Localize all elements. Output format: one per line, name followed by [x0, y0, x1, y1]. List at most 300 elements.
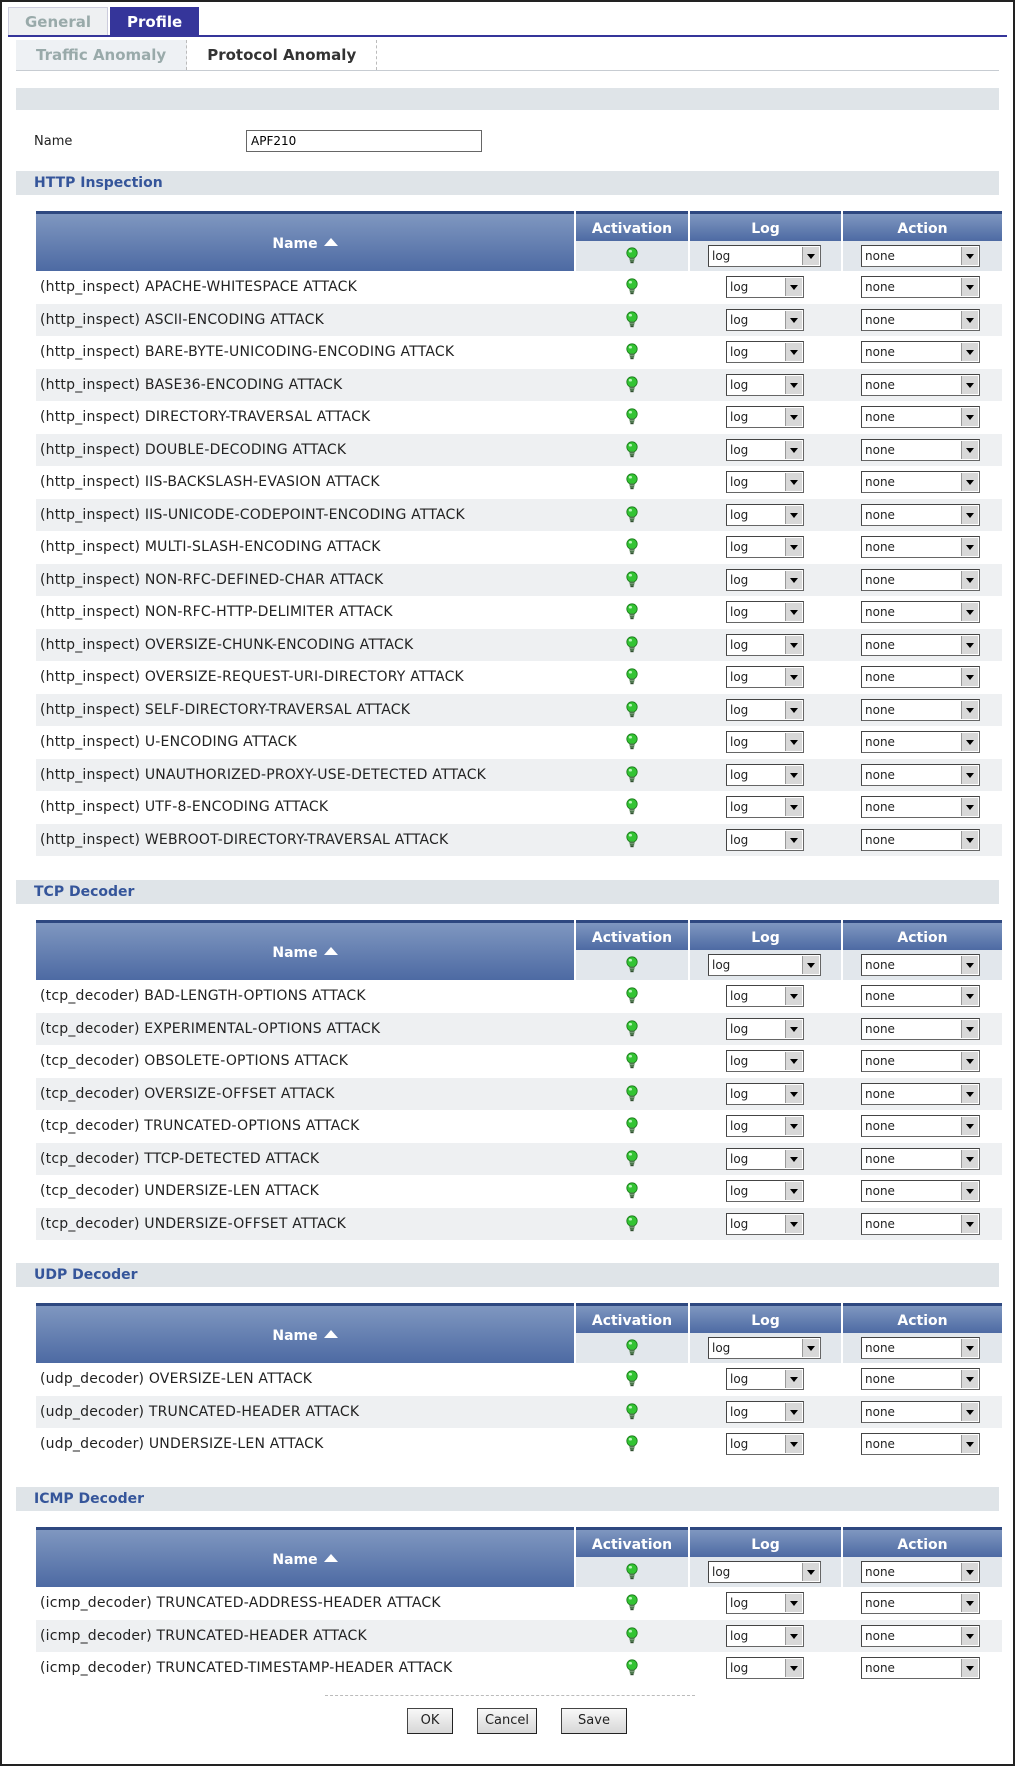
- log-select[interactable]: [726, 1592, 804, 1614]
- chevron-down-icon: [961, 1182, 978, 1200]
- chevron-down-icon: [961, 701, 978, 719]
- chevron-down-icon: [961, 247, 978, 265]
- log-select[interactable]: [726, 1657, 804, 1679]
- lightbulb-icon[interactable]: [626, 766, 638, 784]
- lightbulb-icon[interactable]: [626, 473, 638, 491]
- lightbulb-icon[interactable]: [626, 603, 638, 621]
- log-column-header: Log: [690, 920, 841, 950]
- action-select-value: none: [865, 1087, 895, 1101]
- rules-table: [36, 1303, 1002, 1461]
- log-column-header: Log: [690, 1303, 841, 1333]
- lightbulb-icon[interactable]: [626, 1627, 638, 1645]
- chevron-down-icon: [785, 798, 802, 816]
- chevron-down-icon: [785, 636, 802, 654]
- log-select-value: log: [730, 1661, 749, 1675]
- chevron-down-icon: [961, 538, 978, 556]
- chevron-down-icon: [785, 701, 802, 719]
- name-column-header[interactable]: [36, 1527, 574, 1587]
- log-select-value: log: [730, 1629, 749, 1643]
- lightbulb-icon[interactable]: [626, 408, 638, 426]
- table-row: [36, 726, 1002, 758]
- log-all-select[interactable]: [708, 954, 821, 976]
- lightbulb-icon[interactable]: [626, 1150, 638, 1168]
- chevron-down-icon: [961, 1117, 978, 1135]
- lightbulb-icon[interactable]: [626, 506, 638, 524]
- action-select-value: none: [865, 670, 895, 684]
- action-select[interactable]: [861, 1083, 980, 1105]
- action-select[interactable]: [861, 569, 980, 591]
- action-select-value: none: [865, 768, 895, 782]
- action-select-value: none: [865, 735, 895, 749]
- lightbulb-icon[interactable]: [626, 247, 638, 265]
- chevron-down-icon: [802, 247, 819, 265]
- rule-name: (http_inspect) BARE-BYTE-UNICODING-ENCODING ATTACK: [40, 344, 455, 360]
- lightbulb-icon[interactable]: [626, 1594, 638, 1612]
- action-all-select[interactable]: [861, 954, 980, 976]
- log-select[interactable]: [726, 374, 804, 396]
- action-select[interactable]: [861, 504, 980, 526]
- action-select-value: none: [865, 1119, 895, 1133]
- table-row: [36, 1587, 1002, 1619]
- action-select-value: none: [865, 410, 895, 424]
- log-select-value: log: [730, 670, 749, 684]
- action-select[interactable]: [861, 471, 980, 493]
- chevron-down-icon: [785, 1182, 802, 1200]
- table-row: [36, 401, 1002, 433]
- name-input[interactable]: [246, 130, 482, 152]
- name-column-header[interactable]: [36, 920, 574, 980]
- chevron-down-icon: [785, 1594, 802, 1612]
- action-select[interactable]: [861, 1018, 980, 1040]
- table-row: [36, 1045, 1002, 1077]
- action-select-value: none: [865, 1217, 895, 1231]
- chevron-down-icon: [961, 408, 978, 426]
- action-select[interactable]: [861, 439, 980, 461]
- log-select[interactable]: [726, 634, 804, 656]
- lightbulb-icon[interactable]: [626, 733, 638, 751]
- action-select[interactable]: [861, 731, 980, 753]
- action-select[interactable]: [861, 374, 980, 396]
- log-select-value: log: [730, 1405, 749, 1419]
- log-select[interactable]: [726, 666, 804, 688]
- chevron-down-icon: [961, 506, 978, 524]
- rule-name: (http_inspect) NON-RFC-DEFINED-CHAR ATTACK: [40, 572, 384, 588]
- rule-name: (http_inspect) DIRECTORY-TRAVERSAL ATTACK: [40, 409, 371, 425]
- action-select[interactable]: [861, 406, 980, 428]
- table-row: [36, 1078, 1002, 1110]
- table-row: [36, 980, 1002, 1012]
- log-select[interactable]: [726, 504, 804, 526]
- chevron-down-icon: [961, 636, 978, 654]
- table-row: [36, 596, 1002, 628]
- lightbulb-icon[interactable]: [626, 1182, 638, 1200]
- log-select-value: log: [730, 573, 749, 587]
- action-select-value: none: [865, 1596, 895, 1610]
- lightbulb-icon[interactable]: [626, 798, 638, 816]
- action-all-select-value: none: [865, 249, 895, 263]
- lightbulb-icon[interactable]: [626, 571, 638, 589]
- action-select-value: none: [865, 475, 895, 489]
- log-select[interactable]: [726, 1368, 804, 1390]
- chevron-down-icon: [961, 1659, 978, 1677]
- action-select-value: none: [865, 313, 895, 327]
- rule-name: (tcp_decoder) BAD-LENGTH-OPTIONS ATTACK: [40, 988, 366, 1004]
- log-select-value: log: [730, 1217, 749, 1231]
- action-select[interactable]: [861, 634, 980, 656]
- table-row: [36, 564, 1002, 596]
- log-select-value: log: [730, 1372, 749, 1386]
- log-select[interactable]: [726, 276, 804, 298]
- chevron-down-icon: [961, 831, 978, 849]
- table-row: [36, 1620, 1002, 1652]
- chevron-down-icon: [785, 733, 802, 751]
- rule-name: (tcp_decoder) OBSOLETE-OPTIONS ATTACK: [40, 1053, 349, 1069]
- action-select[interactable]: [861, 1592, 980, 1614]
- action-select-value: none: [865, 1437, 895, 1451]
- lightbulb-icon[interactable]: [626, 1659, 638, 1677]
- chevron-down-icon: [785, 1117, 802, 1135]
- action-column-header: Action: [843, 1303, 1002, 1333]
- chevron-down-icon: [961, 1020, 978, 1038]
- log-all-select[interactable]: [708, 1337, 821, 1359]
- log-select[interactable]: [726, 341, 804, 363]
- log-header-cell: [690, 950, 841, 980]
- save-button[interactable]: Save: [561, 1708, 627, 1734]
- log-all-select[interactable]: [708, 1561, 821, 1583]
- table-row: [36, 1110, 1002, 1142]
- table-header: [36, 211, 1002, 271]
- log-select-value: log: [730, 989, 749, 1003]
- table-row: [36, 759, 1002, 791]
- sort-ascending-icon: [324, 1554, 338, 1562]
- activation-header-cell: [576, 1333, 688, 1363]
- chevron-down-icon: [961, 343, 978, 361]
- button-bar-divider: [325, 1695, 695, 1696]
- action-select[interactable]: [861, 699, 980, 721]
- log-select[interactable]: [726, 1180, 804, 1202]
- name-column-header[interactable]: [36, 1303, 574, 1363]
- lightbulb-icon[interactable]: [626, 987, 638, 1005]
- table-row: [36, 336, 1002, 368]
- chevron-down-icon: [961, 1215, 978, 1233]
- table-row: [36, 694, 1002, 726]
- action-select[interactable]: [861, 536, 980, 558]
- lightbulb-icon[interactable]: [626, 538, 638, 556]
- log-select[interactable]: [726, 829, 804, 851]
- lightbulb-icon[interactable]: [626, 668, 638, 686]
- chevron-down-icon: [961, 668, 978, 686]
- action-select-value: none: [865, 443, 895, 457]
- action-all-select-value: none: [865, 1341, 895, 1355]
- action-select[interactable]: [861, 276, 980, 298]
- chevron-down-icon: [785, 376, 802, 394]
- action-all-select[interactable]: [861, 245, 980, 267]
- table-row: [36, 271, 1002, 303]
- table-row: [36, 629, 1002, 661]
- lightbulb-icon[interactable]: [626, 1052, 638, 1070]
- chevron-down-icon: [961, 956, 978, 974]
- rule-name: (tcp_decoder) UNDERSIZE-OFFSET ATTACK: [40, 1216, 346, 1232]
- log-select[interactable]: [726, 1050, 804, 1072]
- lightbulb-icon[interactable]: [626, 441, 638, 459]
- action-select[interactable]: [861, 1625, 980, 1647]
- chevron-down-icon: [961, 733, 978, 751]
- log-header-cell: [690, 1333, 841, 1363]
- log-all-select-value: log: [712, 1341, 731, 1355]
- lightbulb-icon[interactable]: [626, 1435, 638, 1453]
- chevron-down-icon: [961, 1563, 978, 1581]
- log-select-value: log: [730, 638, 749, 652]
- log-select-value: log: [730, 475, 749, 489]
- action-select[interactable]: [861, 1115, 980, 1137]
- action-select[interactable]: [861, 1180, 980, 1202]
- lightbulb-icon[interactable]: [626, 1563, 638, 1581]
- log-column-header: Log: [690, 1527, 841, 1557]
- lightbulb-icon[interactable]: [626, 1020, 638, 1038]
- action-select-value: none: [865, 1022, 895, 1036]
- activation-column-header: Activation: [576, 1303, 688, 1333]
- rule-name: (http_inspect) UTF-8-ENCODING ATTACK: [40, 799, 329, 815]
- rule-name: (http_inspect) NON-RFC-HTTP-DELIMITER ATTACK: [40, 604, 393, 620]
- action-select-value: none: [865, 573, 895, 587]
- chevron-down-icon: [785, 1150, 802, 1168]
- tab-traffic-anomaly[interactable]: Traffic Anomaly: [16, 40, 187, 70]
- action-header-cell: [843, 950, 1002, 980]
- action-select-value: none: [865, 508, 895, 522]
- action-all-select-value: none: [865, 958, 895, 972]
- table-row: [36, 1396, 1002, 1428]
- table-header: [36, 1303, 1002, 1363]
- log-select-value: log: [730, 1119, 749, 1133]
- rule-name: (tcp_decoder) TTCP-DETECTED ATTACK: [40, 1151, 320, 1167]
- section-header: HTTP Inspection: [16, 171, 999, 195]
- chevron-down-icon: [785, 1435, 802, 1453]
- cancel-button[interactable]: Cancel: [477, 1708, 537, 1734]
- log-select[interactable]: [726, 764, 804, 786]
- log-select-value: log: [730, 378, 749, 392]
- sub-tabs: [16, 40, 377, 70]
- table-row: [36, 304, 1002, 336]
- action-select-value: none: [865, 605, 895, 619]
- lightbulb-icon[interactable]: [626, 311, 638, 329]
- lightbulb-icon[interactable]: [626, 636, 638, 654]
- log-select[interactable]: [726, 1148, 804, 1170]
- table-row: [36, 661, 1002, 693]
- lightbulb-icon[interactable]: [626, 1085, 638, 1103]
- chevron-down-icon: [785, 987, 802, 1005]
- log-all-select-value: log: [712, 958, 731, 972]
- chevron-down-icon: [961, 798, 978, 816]
- lightbulb-icon[interactable]: [626, 1403, 638, 1421]
- lightbulb-icon[interactable]: [626, 343, 638, 361]
- table-row: [36, 1363, 1002, 1395]
- action-select[interactable]: [861, 1401, 980, 1423]
- log-select[interactable]: [726, 439, 804, 461]
- rule-name: (udp_decoder) OVERSIZE-LEN ATTACK: [40, 1371, 313, 1387]
- rule-name: (http_inspect) U-ENCODING ATTACK: [40, 734, 297, 750]
- log-select[interactable]: [726, 985, 804, 1007]
- log-select-value: log: [730, 703, 749, 717]
- action-select-value: none: [865, 1184, 895, 1198]
- chevron-down-icon: [785, 571, 802, 589]
- log-select[interactable]: [726, 1401, 804, 1423]
- rule-name: (http_inspect) MULTI-SLASH-ENCODING ATTACK: [40, 539, 381, 555]
- action-select-value: none: [865, 638, 895, 652]
- log-select[interactable]: [726, 796, 804, 818]
- lightbulb-icon[interactable]: [626, 1339, 638, 1357]
- chevron-down-icon: [961, 1052, 978, 1070]
- action-select[interactable]: [861, 666, 980, 688]
- action-select-value: none: [865, 540, 895, 554]
- action-select[interactable]: [861, 1433, 980, 1455]
- action-select[interactable]: [861, 796, 980, 818]
- chevron-down-icon: [961, 311, 978, 329]
- log-select[interactable]: [726, 1625, 804, 1647]
- lightbulb-icon[interactable]: [626, 1370, 638, 1388]
- log-select[interactable]: [726, 471, 804, 493]
- chevron-down-icon: [961, 987, 978, 1005]
- table-row: [36, 1013, 1002, 1045]
- chevron-down-icon: [785, 1659, 802, 1677]
- tab-general[interactable]: General: [8, 7, 108, 36]
- name-column-header[interactable]: [36, 211, 574, 271]
- chevron-down-icon: [961, 1370, 978, 1388]
- rule-name: (icmp_decoder) TRUNCATED-HEADER ATTACK: [40, 1628, 367, 1644]
- rule-name: (icmp_decoder) TRUNCATED-TIMESTAMP-HEADER ATTACK: [40, 1660, 453, 1676]
- lightbulb-icon[interactable]: [626, 278, 638, 296]
- action-select[interactable]: [861, 1148, 980, 1170]
- action-select[interactable]: [861, 1368, 980, 1390]
- chevron-down-icon: [785, 1085, 802, 1103]
- activation-column-header: Activation: [576, 920, 688, 950]
- log-select[interactable]: [726, 601, 804, 623]
- log-select-value: log: [730, 1022, 749, 1036]
- rule-name: (http_inspect) IIS-UNICODE-CODEPOINT-ENCODING ATTACK: [40, 507, 465, 523]
- table-header: [36, 920, 1002, 980]
- action-all-select[interactable]: [861, 1337, 980, 1359]
- log-header-cell: [690, 1557, 841, 1587]
- log-all-select-value: log: [712, 1565, 731, 1579]
- lightbulb-icon[interactable]: [626, 701, 638, 719]
- tab-protocol-anomaly[interactable]: Protocol Anomaly: [187, 40, 377, 70]
- chevron-down-icon: [961, 1627, 978, 1645]
- action-select[interactable]: [861, 764, 980, 786]
- chevron-down-icon: [961, 1403, 978, 1421]
- log-select[interactable]: [726, 1213, 804, 1235]
- rules-table: [36, 1527, 1002, 1685]
- table-row: [36, 499, 1002, 531]
- log-select[interactable]: [726, 699, 804, 721]
- sort-ascending-icon: [324, 947, 338, 955]
- action-select-value: none: [865, 1661, 895, 1675]
- action-select[interactable]: [861, 985, 980, 1007]
- log-select[interactable]: [726, 536, 804, 558]
- table-header: [36, 1527, 1002, 1587]
- log-select[interactable]: [726, 731, 804, 753]
- chevron-down-icon: [785, 506, 802, 524]
- chevron-down-icon: [961, 278, 978, 296]
- action-select-value: none: [865, 345, 895, 359]
- table-row: [36, 791, 1002, 823]
- log-select[interactable]: [726, 309, 804, 331]
- log-select-value: log: [730, 605, 749, 619]
- tab-profile[interactable]: Profile: [110, 7, 199, 36]
- log-select[interactable]: [726, 406, 804, 428]
- chevron-down-icon: [961, 1150, 978, 1168]
- ok-button[interactable]: OK: [407, 1708, 453, 1734]
- chevron-down-icon: [961, 441, 978, 459]
- action-select[interactable]: [861, 829, 980, 851]
- chevron-down-icon: [961, 376, 978, 394]
- lightbulb-icon[interactable]: [626, 831, 638, 849]
- action-select-value: none: [865, 1405, 895, 1419]
- action-select-value: none: [865, 833, 895, 847]
- action-select[interactable]: [861, 341, 980, 363]
- chevron-down-icon: [961, 473, 978, 491]
- log-select[interactable]: [726, 1083, 804, 1105]
- log-select-value: log: [730, 735, 749, 749]
- action-header-cell: [843, 1557, 1002, 1587]
- log-select-value: log: [730, 1437, 749, 1451]
- log-all-select[interactable]: [708, 245, 821, 267]
- log-select-value: log: [730, 345, 749, 359]
- activation-column-header: Activation: [576, 1527, 688, 1557]
- chevron-down-icon: [961, 766, 978, 784]
- log-select-value: log: [730, 1596, 749, 1610]
- chevron-down-icon: [802, 1339, 819, 1357]
- rule-name: (http_inspect) BASE36-ENCODING ATTACK: [40, 377, 343, 393]
- table-row: [36, 531, 1002, 563]
- chevron-down-icon: [961, 1435, 978, 1453]
- rules-table: [36, 920, 1002, 1240]
- action-all-select[interactable]: [861, 1561, 980, 1583]
- action-select[interactable]: [861, 1213, 980, 1235]
- chevron-down-icon: [785, 603, 802, 621]
- activation-header-cell: [576, 241, 688, 271]
- action-select[interactable]: [861, 601, 980, 623]
- lightbulb-icon[interactable]: [626, 1215, 638, 1233]
- log-select[interactable]: [726, 1115, 804, 1137]
- activation-column-header: Activation: [576, 211, 688, 241]
- action-select[interactable]: [861, 309, 980, 331]
- action-select-value: none: [865, 378, 895, 392]
- log-select[interactable]: [726, 1433, 804, 1455]
- log-select[interactable]: [726, 1018, 804, 1040]
- lightbulb-icon[interactable]: [626, 376, 638, 394]
- table-row: [36, 824, 1002, 856]
- tab-underline: [8, 35, 1007, 37]
- log-select-value: log: [730, 540, 749, 554]
- action-select[interactable]: [861, 1050, 980, 1072]
- action-column-header: Action: [843, 211, 1002, 241]
- action-select-value: none: [865, 1372, 895, 1386]
- rule-name: (udp_decoder) TRUNCATED-HEADER ATTACK: [40, 1404, 360, 1420]
- action-select[interactable]: [861, 1657, 980, 1679]
- action-select-value: none: [865, 1054, 895, 1068]
- lightbulb-icon[interactable]: [626, 1117, 638, 1135]
- section-header: TCP Decoder: [16, 880, 999, 904]
- rule-name: (http_inspect) APACHE-WHITESPACE ATTACK: [40, 279, 358, 295]
- chevron-down-icon: [785, 441, 802, 459]
- log-select[interactable]: [726, 569, 804, 591]
- rule-name: (http_inspect) IIS-BACKSLASH-EVASION ATTACK: [40, 474, 380, 490]
- activation-header-cell: [576, 950, 688, 980]
- action-select-value: none: [865, 1152, 895, 1166]
- chevron-down-icon: [785, 278, 802, 296]
- chevron-down-icon: [785, 1215, 802, 1233]
- chevron-down-icon: [785, 538, 802, 556]
- lightbulb-icon[interactable]: [626, 956, 638, 974]
